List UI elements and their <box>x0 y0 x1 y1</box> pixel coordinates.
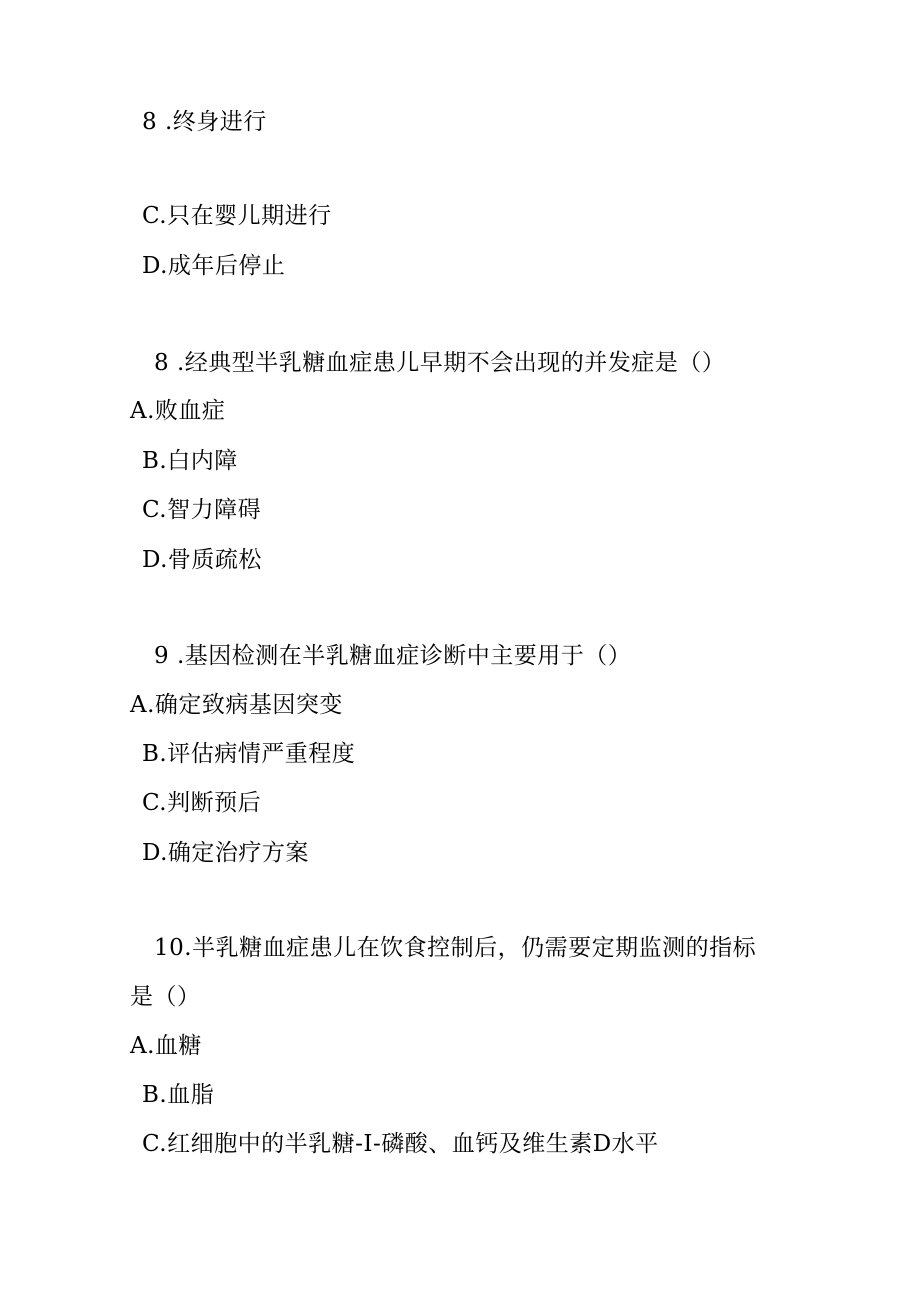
q8-option-b: B.白内障 <box>142 448 238 474</box>
question-10-stem: 10.半乳糖血症患儿在饮食控制后，仍需要定期监测的指标 <box>154 935 757 961</box>
q9-option-d: D.确定治疗方案 <box>142 840 309 866</box>
q9-option-b: B.评估病情严重程度 <box>142 741 356 767</box>
question-10-stem-cont: 是（） <box>130 984 201 1010</box>
option-b-prev: 8 .终身进行 <box>142 109 267 135</box>
q9-option-a: A.确定致病基因突变 <box>130 692 343 718</box>
q8-option-d: D.骨质疏松 <box>142 547 262 573</box>
q9-option-c: C.判断预后 <box>142 790 262 816</box>
q10-option-a: A.血糖 <box>130 1033 202 1059</box>
question-8-stem: 8 .经典型半乳糖血症患儿早期不会出现的并发症是（） <box>154 350 726 376</box>
option-d-prev: D.成年后停止 <box>142 253 286 279</box>
q10-option-c: C.红细胞中的半乳糖-I-磷酸、血钙及维生素D水平 <box>142 1131 659 1157</box>
q8-option-c: C.智力障碍 <box>142 497 262 523</box>
q10-option-b: B.血脂 <box>142 1082 215 1108</box>
option-c-prev: C.只在婴儿期进行 <box>142 203 332 229</box>
q8-option-a: A.败血症 <box>130 398 226 424</box>
question-9-stem: 9 .基因检测在半乳糖血症诊断中主要用于（） <box>154 643 632 669</box>
